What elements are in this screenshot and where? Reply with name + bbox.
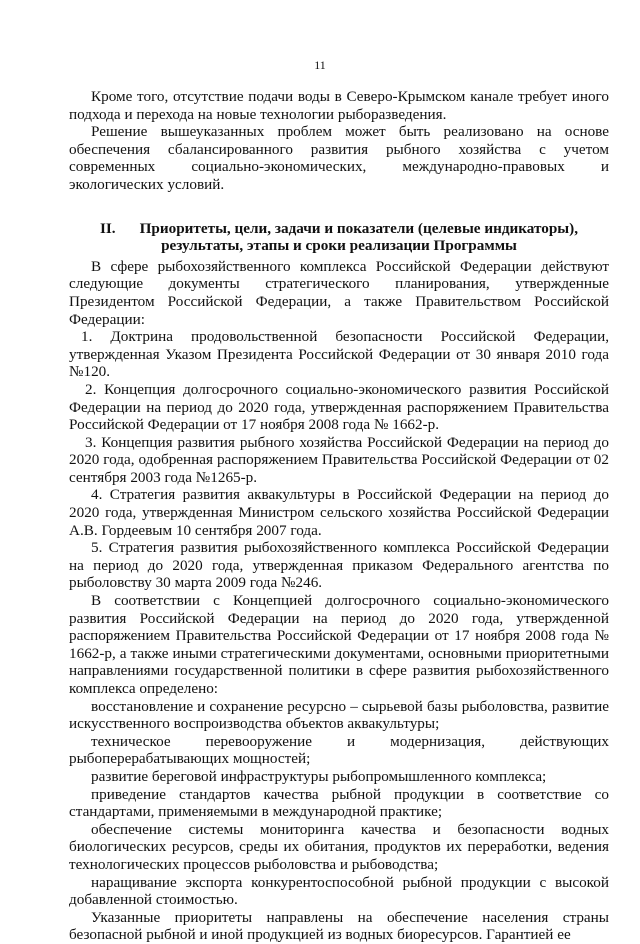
list-item-document-3: 3. Концепция развития рыбного хозяйства Российской Федерации на период до 2020 года, одобренная распоряжением Правительства Российской Федерации от 02 сентября 2003 года №1265-р. xyxy=(69,433,609,486)
paragraph-priorities: В соответствии с Концепцией долгосрочного социально-экономического развития Российской Федерации на период до 2020 года, утвержденной распоряжением Правительства Российской Федерации от 17 ноября 2008 года № 1662-р, а также иными стратегическими документами, основными приоритетными направлениями государственной политики в сфере развития рыбохозяйственного комплекса определено: xyxy=(69,592,609,697)
section-heading xyxy=(69,220,609,255)
paragraph-intro-2: Решение вышеуказанных проблем может быть реализовано на основе обеспечения сбалансированного развития рыбного хозяйства с учетом современных социально-экономических, международно-правовых и экологических условий. xyxy=(69,123,609,193)
section-number: II. xyxy=(99,219,116,237)
list-item-direction-1: восстановление и сохранение ресурсно – сырьевой базы рыболовства, развитие искусственного воспроизводства объектов аквакультуры; xyxy=(69,697,609,733)
list-item-document-2: 2. Концепция долгосрочного социально-экономического развития Российской Федерации на период до 2020 года, утвержденная распоряжением Правительства Российской Федерации от 17 ноября 2008 года № 1662-р. xyxy=(69,380,609,434)
section-title-line-2: результаты, этапы и сроки реализации Программы xyxy=(161,237,517,255)
list-item-document-5: 5. Стратегия развития рыбохозяйственного комплекса Российской Федерации на период до 2020 года, утвержденная приказом Федерального агентства по рыболовству 30 марта 2009 года №246. xyxy=(69,539,609,592)
list-item-direction-5: обеспечение системы мониторинга качества и безопасности водных биологических ресурсов, среды их обитания, продуктов их переработки, ведения технологических процессов рыболовства и рыбоводства; xyxy=(69,820,609,873)
page-number: 11 xyxy=(314,58,326,72)
document-body xyxy=(69,88,609,944)
list-item-direction-6: наращивание экспорта конкурентоспособной рыбной продукции с высокой добавленной стоимостью. xyxy=(69,873,609,909)
list-item-direction-4: приведение стандартов качества рыбной продукции в соответствие со стандартами, применяемыми в международной практике; xyxy=(69,785,609,821)
list-item-direction-3: развитие береговой инфраструктуры рыбопромышленного комплекса; xyxy=(91,767,547,785)
paragraph-intro-1: Кроме того, отсутствие подачи воды в Северо-Крымском канале требует иного подхода и перехода на новые технологии рыборазведения. xyxy=(69,88,609,123)
list-item-document-1: 1. Доктрина продовольственной безопасности Российской Федерации, утвержденная Указом Президента Российской Федерации от 30 января 2010 года №120. xyxy=(69,328,609,381)
list-item-direction-2: техническое перевооружение и модернизация, действующих рыбоперерабатывающих мощностей; xyxy=(69,732,609,768)
section-title-line-1: Приоритеты, цели, задачи и показатели (целевые индикаторы), xyxy=(139,219,579,237)
list-item-document-4: 4. Стратегия развития аквакультуры в Российской Федерации на период до 2020 года, утвержденная Министром сельского хозяйства Российской Федерации А.В. Гордеевым 10 сентября 2007 года. xyxy=(69,486,609,539)
paragraph-final: Указанные приоритеты направлены на обеспечение населения страны безопасной рыбной и иной продукцией из водных биоресурсов. Гарантией ее xyxy=(69,908,609,944)
paragraph-documents-intro: В сфере рыбохозяйственного комплекса Российской Федерации действуют следующие документы стратегического планирования, утвержденные Президентом Российской Федерации, а также Правительством Российской Федерации: xyxy=(69,257,609,328)
